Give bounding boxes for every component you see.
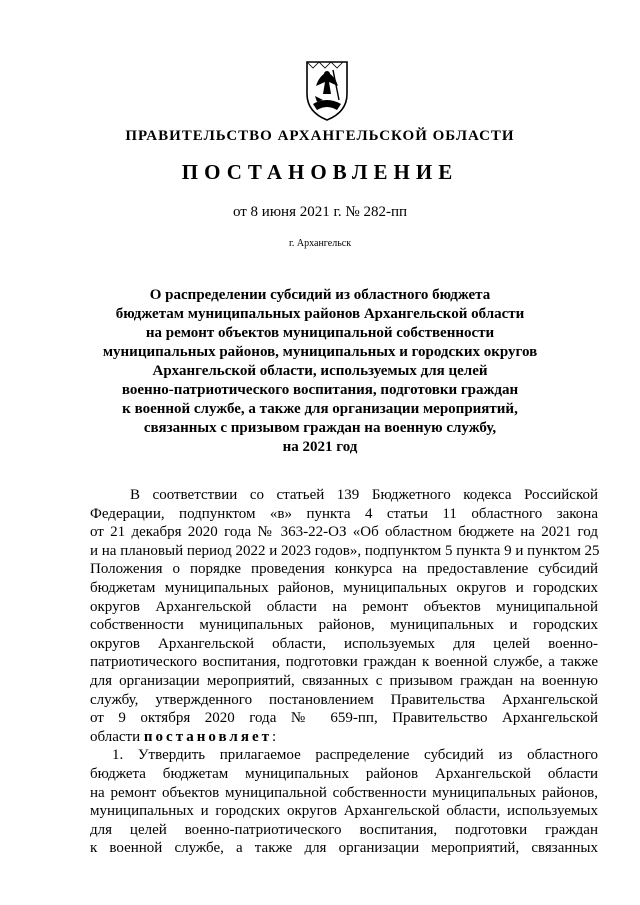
body-line: для целей военно-патриотического воспитания, подготовки граждан bbox=[90, 821, 598, 838]
title-line: на ремонт объектов муниципальной собственности bbox=[145, 325, 495, 341]
title-line: муниципальных районов, муниципальных и городских округов bbox=[102, 344, 538, 360]
arkhangelsk-coat-of-arms-icon bbox=[303, 60, 351, 122]
decree-prefix: области bbox=[90, 728, 144, 745]
body-line: собственности муниципальных районов, муниципальных и городских bbox=[90, 617, 598, 634]
body-line: Федерации, подпунктом «в» пункта 4 статьи 11 областного закона bbox=[90, 505, 598, 522]
body-line: на ремонт объектов муниципальной собственности муниципальных районов, bbox=[90, 784, 598, 801]
title-line: к военной службе, а также для организации мероприятий, bbox=[122, 401, 518, 417]
body-line: бюджетам муниципальных районов, муниципальных округов и городских bbox=[90, 579, 598, 596]
document-city: г. Архангельск bbox=[288, 238, 352, 249]
document-type: ПОСТАНОВЛЕНИЕ bbox=[181, 160, 459, 184]
body-line-decree bbox=[90, 728, 598, 747]
body-line: муниципальных и городских округов Архангельской области, используемых bbox=[90, 803, 598, 820]
body-line: от 21 декабря 2020 года № 363-22-ОЗ «Об областном бюджете на 2021 год bbox=[90, 524, 598, 541]
title-line: бюджетам муниципальных районов Архангельской области bbox=[115, 306, 525, 322]
title-line: Архангельской области, используемых для целей bbox=[152, 363, 488, 379]
body-line: округов Архангельской области на ремонт объектов муниципальной bbox=[90, 598, 598, 615]
body-line: В соответствии со статьей 139 Бюджетного кодекса Российской bbox=[130, 487, 598, 503]
document-body bbox=[90, 486, 598, 858]
body-line: 1. Утвердить прилагаемое распределение субсидий из областного bbox=[112, 747, 598, 764]
body-line: и на плановый период 2022 и 2023 годов», подпунктом 5 пункта 9 и пунктом 25 bbox=[90, 542, 600, 559]
title-line: О распределении субсидий из областного бюджета bbox=[149, 287, 491, 303]
organization-name: ПРАВИТЕЛЬСТВО АРХАНГЕЛЬСКОЙ ОБЛАСТИ bbox=[125, 128, 515, 144]
paragraph-item-1 bbox=[90, 746, 598, 858]
body-line: патриотического воспитания, подготовки граждан к военной службе, а также bbox=[90, 654, 598, 671]
body-line: Положения о порядке проведения конкурса на предоставление субсидий bbox=[90, 561, 598, 578]
body-line: для организации мероприятий, связанных с призывом граждан на военную bbox=[90, 672, 598, 689]
body-line: к военной службе, а также для организации мероприятий, связанных bbox=[90, 840, 598, 857]
title-line: на 2021 год bbox=[282, 439, 358, 455]
document-date-number: от 8 июня 2021 г. № 282-пп bbox=[232, 204, 408, 220]
title-line: военно-патриотического воспитания, подготовки граждан bbox=[121, 382, 519, 398]
body-line: бюджета бюджетам муниципальных районов Архангельской области bbox=[90, 765, 598, 782]
decree-suffix: : bbox=[272, 728, 277, 745]
decree-verb: постановляет bbox=[143, 728, 272, 745]
title-line: связанных с призывом граждан на военную службу, bbox=[143, 420, 497, 436]
body-line: округов Архангельской области, используемых для целей военно- bbox=[90, 635, 598, 652]
body-line: службу, утвержденного постановлением Правительства Архангельской bbox=[90, 691, 598, 708]
body-line: от 9 октября 2020 года № 659-пп, Правительство Архангельской bbox=[90, 710, 598, 727]
document-title bbox=[60, 286, 580, 457]
paragraph-preamble bbox=[90, 486, 598, 746]
